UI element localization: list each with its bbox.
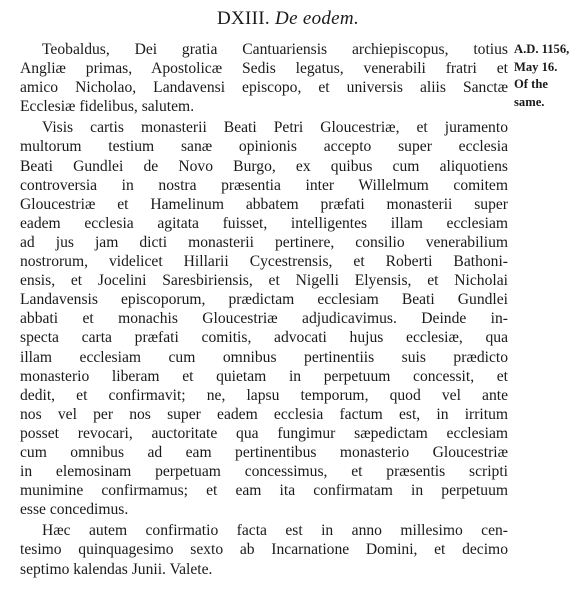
margin-note-line: same. [514,94,545,109]
text-line: multorum testium sanæ opinionis accepto super ecclesia [20,138,508,156]
text-line: nos vel per nos super eadem ecclesia factum est, in irritum [20,405,508,423]
margin-note-line: Of the [514,77,548,92]
text-line: amico Nicholao, Landavensi episcopo, et universis aliis Sanctæ [20,79,508,97]
text-line: Gloucestriæ et Hamelinum abbatem præfati monasterii super [20,195,508,213]
text-line: Hæc autem confirmatio facta est in anno millesimo cen- [42,522,508,540]
text-line: Beati Gundlei de Novo Burgo, ex quibus cum aliquotiens [20,157,508,175]
text-line: Teobaldus, Dei gratia Cantuariensis archiepiscopus, totius [42,41,508,58]
text-line: posset revocari, auctoritate qua fungimur sæpedictam ecclesiam [20,424,508,442]
charter-number: DXIII. [217,8,270,29]
paragraph-salutation [20,40,508,116]
text-line: esse concedimus. [20,501,129,519]
text-line: Angliæ primas, Apostolicæ Sedis legatus, venerabili fratri et [20,60,508,78]
charter-title: De eodem. [275,8,359,29]
text-line: ad jus jam dicti monasterii pertinere, consilio venerabilium [20,233,508,251]
text-line: Landavensis episcoporum, prædictam ecclesiam Beati Gundlei [20,291,508,309]
margin-note-line: A.D. 1156, [514,42,570,56]
text-line: illam ecclesiam cum omnibus pertinentiis suis prædicto [20,348,508,366]
text-line: ensis, et Jocelini Saresbiriensis, et Nigelli Elyensis, et Nicholai [20,272,508,290]
paragraph-dating-clause [20,521,508,578]
margin-note-line: May 16. [514,59,558,74]
text-line: Visis cartis monasterii Beati Petri Gloucestriæ, et juramento [42,119,508,137]
text-line: abbati et monachis Gloucestriæ adjudicavimus. Deinde in- [20,310,508,328]
paragraph-body [20,118,508,519]
charter-heading [0,8,576,30]
text-line: controversia in nostra præsentia inter Willelmum comitem [20,176,508,194]
text-line: septimo kalendas Junii. Valete. [20,560,213,578]
text-line: tesimo quinquagesimo sexto ab Incarnatione Domini, et decimo [20,541,508,559]
text-line: nostrorum, videlicet Hillarii Cycestrensis, et Roberti Bathoni- [20,253,508,271]
text-line: munimine confirmamus; et eam ita confirmatam in perpetuum [20,482,508,500]
body-text [20,40,508,579]
text-line: in elemosinam perpetuam concessimus, et præsentis scripti [20,463,508,481]
margin-note [514,41,574,111]
text-line: eadem ecclesia agitata fuisset, intelligentes illam ecclesiam [20,214,508,232]
text-line: Ecclesiæ fidelibus, salutem. [20,98,195,116]
text-line: specta carta præfati comitis, advocati hujus ecclesiæ, qua [20,329,508,347]
text-line: dedit, et confirmavit; ne, lapsu temporum, quod vel ante [20,386,508,404]
text-line: cum omnibus ad eam pertinentibus monasterio Gloucestriæ [20,443,508,461]
text-line: monasterio liberam et quietam in perpetuum concessit, et [20,367,508,385]
